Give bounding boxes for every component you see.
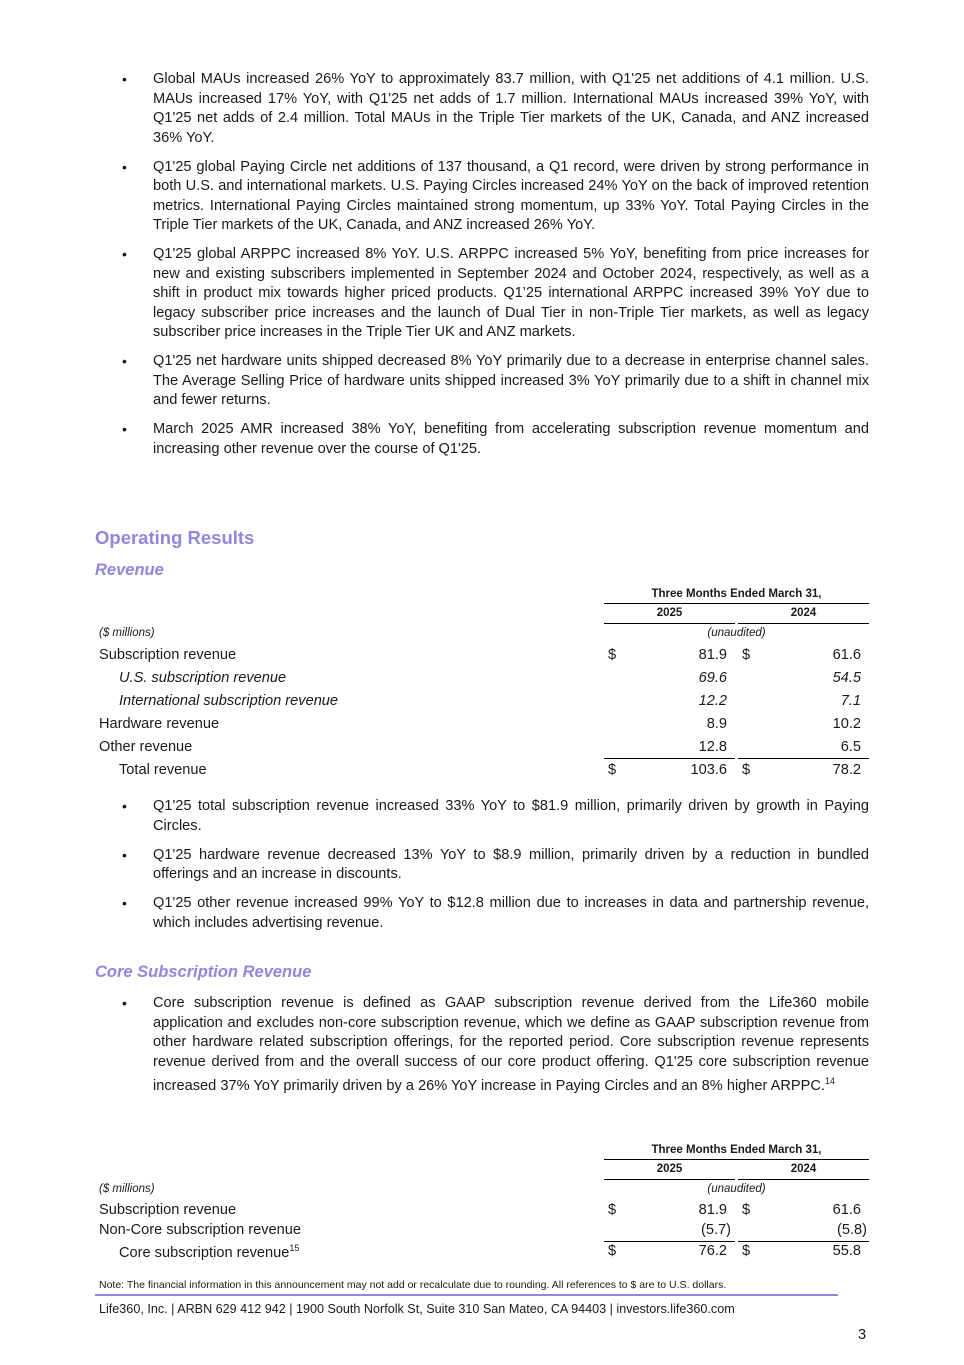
subtotal-rule xyxy=(604,1241,735,1242)
year-divider xyxy=(604,623,735,624)
core-bullet-list xyxy=(95,994,869,1106)
core-revenue-table xyxy=(95,1144,869,1264)
bullet-icon: • xyxy=(122,995,127,1011)
revenue-heading: Revenue xyxy=(95,561,164,579)
year-2024-header: 2024 xyxy=(790,607,817,619)
period-header: Three Months Ended March 31, xyxy=(651,588,822,600)
bullet-item: • Q1'25 total subscription revenue increased 33% YoY to $81.9 million, primarily driven by growth in Paying Circles. xyxy=(122,798,869,834)
bullet-icon: • xyxy=(122,158,127,175)
bullet-item: • Global MAUs increased 26% YoY to approximately 83.7 million, with Q1'25 net additions of 4.1 million. U.S. MAUs increased 17% YoY, with Q1'25 net adds of 1.7 million. International MAUs increased 39% YoY, with Q1'25 net adds of 2.4 million. Total MAUs in the Triple Tier markets of the UK, Canada, and ANZ increased 36% YoY. xyxy=(122,71,869,146)
revenue-table xyxy=(95,588,869,783)
table-row: Non-Core subscription revenue (5.7) (5.8) xyxy=(99,1222,867,1238)
footer: Life360, Inc. | ARBN 629 412 942 | 1900 South Norfolk St, Suite 310 San Mateo, CA 94403 | investors.life360.com xyxy=(99,1302,735,1316)
header-divider xyxy=(604,1159,869,1160)
bullet-icon: • xyxy=(122,846,127,863)
bullet-icon: • xyxy=(122,71,127,87)
table-row: Subscription revenue $ 81.9 $ 61.6 xyxy=(99,1202,861,1218)
bullet-icon: • xyxy=(122,246,127,262)
subtotal-rule xyxy=(604,758,735,759)
year-divider xyxy=(738,1179,869,1180)
bullet-item: • Q1'25 hardware revenue decreased 13% YoY to $8.9 million, primarily driven by a reduction in bundled offerings and an increase in discounts. xyxy=(122,846,869,882)
intro-bullet-list xyxy=(95,70,869,469)
year-2024-header: 2024 xyxy=(790,1163,817,1175)
table-row: Other revenue 12.8 6.5 xyxy=(99,739,861,755)
bullet-item: • Q1'25 net hardware units shipped decreased 8% YoY primarily due to a decrease in enterprise channel sales. The Average Selling Price of hardware units shipped increased 3% YoY primarily due to a shift in channel mix and fewer returns. xyxy=(122,353,869,408)
period-header: Three Months Ended March 31, xyxy=(651,1144,822,1156)
bullet-item: • Q1'25 other revenue increased 99% YoY to $12.8 million due to increases in data and partnership revenue, which includes advertising revenue. xyxy=(122,895,869,931)
revenue-bullet-list xyxy=(95,797,869,943)
unit-label: ($ millions) xyxy=(99,627,155,639)
page-number: 3 xyxy=(858,1327,867,1343)
bullet-item: • March 2025 AMR increased 38% YoY, benefiting from accelerating subscription revenue momentum and increasing other revenue over the course of Q1'25. xyxy=(122,421,869,457)
core-subscription-heading: Core Subscription Revenue xyxy=(95,963,312,981)
rounding-note: Note: The financial information in this announcement may not add or recalculate due to rounding. All references to $ are to U.S. dollars. xyxy=(99,1279,727,1291)
bullet-icon: • xyxy=(122,895,127,911)
year-divider xyxy=(738,623,869,624)
operating-results-heading: Operating Results xyxy=(95,527,255,548)
year-2025-header: 2025 xyxy=(656,607,683,619)
bullet-icon: • xyxy=(122,421,127,437)
unaudited-label: (unaudited) xyxy=(707,627,766,639)
subtotal-rule xyxy=(738,1241,869,1242)
total-row: Total revenue $ 103.6 $ 78.2 xyxy=(119,762,861,778)
bullet-item: • Q1'25 global ARPPC increased 8% YoY. U.S. ARPPC increased 5% YoY, benefiting from price increases for new and existing subscribers implemented in September 2024 and October 2024, respectively, as well as a shift in product mix towards higher priced products. Q1’25 international ARPPC increased 39% YoY due to legacy subscriber price increases and the launch of Dual Tier in non-Triple Tier markets, as well as legacy subscriber price increases in the Triple Tier UK and ANZ markets. xyxy=(122,246,869,340)
year-divider xyxy=(604,1179,735,1180)
table-row: Subscription revenue $ 81.9 $ 61.6 xyxy=(99,647,861,663)
bullet-icon: • xyxy=(122,798,127,814)
unit-label: ($ millions) xyxy=(99,1183,155,1195)
header-divider xyxy=(604,603,869,604)
total-row: Core subscription revenue$^{15}$ $ 76.2 $ 55.8 xyxy=(119,1243,861,1261)
table-row: International subscription revenue 12.2 7.1 xyxy=(119,693,861,709)
year-2025-header: 2025 xyxy=(656,1163,683,1175)
subtotal-rule xyxy=(738,758,869,759)
footer-divider xyxy=(95,1294,838,1296)
bullet-item: • Core subscription revenue is defined as GAAP subscription revenue derived from the Life360 mobile application and excludes non-core subscription revenue, which we define as GAAP subscription revenue from other hardware related subscription offerings, for the reported period. Core subscription revenue represents revenue derived from and the overall success of our core product offering. Q1'25 core subscription revenue increased 37% YoY primarily driven by a 26% YoY increase in Paying Circles and an 8% higher ARPPC.$^{14}$ xyxy=(122,995,869,1094)
unaudited-label: (unaudited) xyxy=(707,1183,766,1195)
bullet-icon: • xyxy=(122,353,127,369)
bullet-item: • Q1'25 global Paying Circle net additions of 137 thousand, a Q1 record, were driven by strong performance in both U.S. and international markets. U.S. Paying Circles increased 24% YoY on the back of improved retention metrics. International Paying Circles maintained strong momentum, up 33% YoY. Total Paying Circles in the Triple Tier markets of the UK, Canada, and ANZ increased 26% YoY. xyxy=(122,158,869,233)
table-row: Hardware revenue 8.9 10.2 xyxy=(99,716,861,732)
footnote-ref: 15 xyxy=(289,1243,300,1253)
footnote-ref: 14 xyxy=(824,1076,835,1086)
table-row: U.S. subscription revenue 69.6 54.5 xyxy=(119,670,861,686)
